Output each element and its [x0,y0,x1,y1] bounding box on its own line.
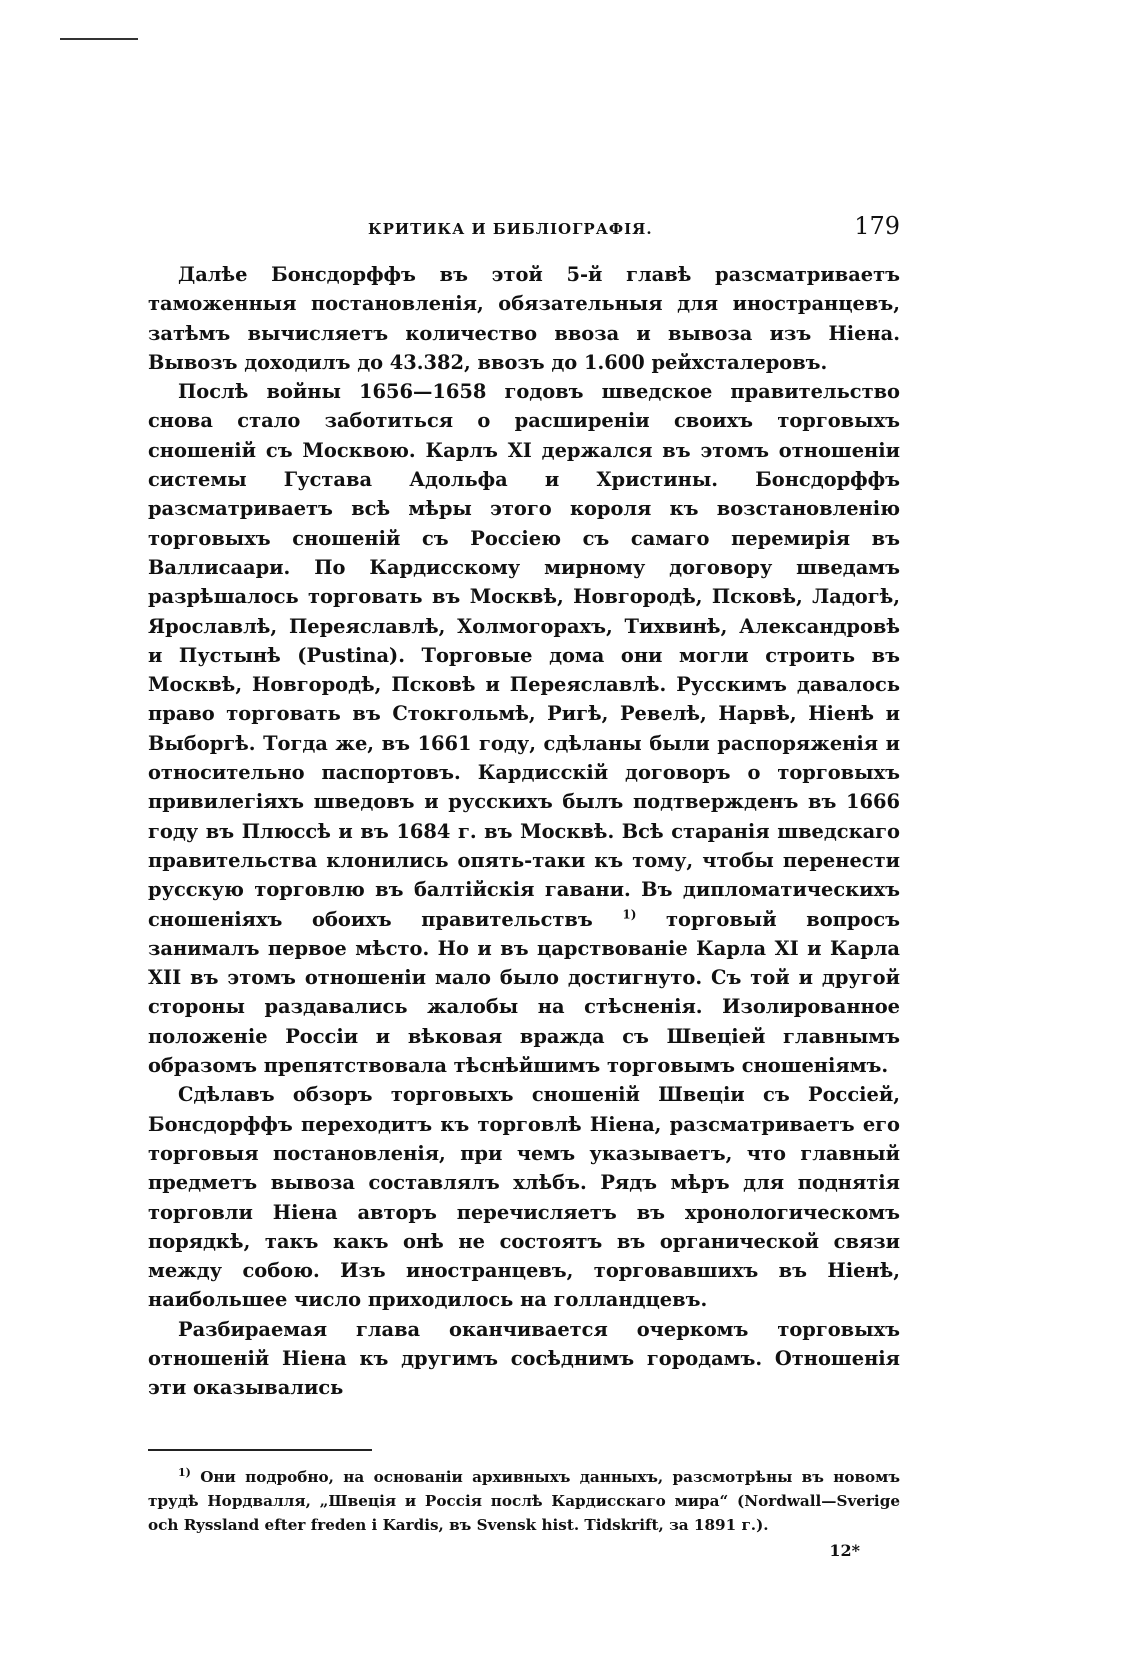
running-head [148,212,900,252]
footnote-rule [148,1449,372,1451]
paragraph-3: Сдѣлавъ обзоръ торговыхъ сношеній Швеціи съ Россіей, Бонсдорффъ переходитъ къ торговлѣ Ніена, разсматриваетъ его торговыя постановленія, при чемъ указываетъ, что главный предметъ вывоза составлялъ хлѣбъ. Рядъ мѣръ для поднятія торговли Ніена авторъ перечисляетъ въ хронологическомъ порядкѣ, такъ какъ онѣ не состоятъ въ органической связи между собою. Изъ иностранцевъ, торговавшихъ въ Ніенѣ, наибольшее число приходилось на голландцевъ. [148,1083,900,1312]
footnote-number: 1) [178,1465,191,1479]
top-left-rule [60,38,138,40]
footnote-reference: 1) [622,907,637,922]
paragraph-2-text-after-note: торговый вопросъ занималъ первое мѣсто. Но и въ царствованіе Карла XI и Карла XII въ этомъ отношеніи мало было достигнуто. Съ той и другой стороны раздавались жалобы на стѣсненія. Изолированное положеніе Россіи и вѣковая вражда съ Швеціей главнымъ образомъ препятствовала тѣснѣйшимъ торговымъ сношеніямъ. [148,907,900,1078]
footnote-text: Они подробно, на основаніи архивныхъ данныхъ, разсмотрѣны въ новомъ трудѣ Нордвалля, „Швеція и Россія послѣ Кардисскаго мира“ (Nordwall—Sverige och Ryssland efter freden i Kardis, въ Svensk hist. Tidskrift, за 1891 г.). [148,1467,900,1534]
footnote [148,1465,900,1537]
paragraph-2 [148,377,900,1080]
paragraph-4: Разбираемая глава оканчивается очеркомъ торговыхъ отношеній Ніена къ другимъ сосѣднимъ городамъ. Отношенія эти оказывались [148,1317,900,1400]
paragraph-2-text-before-note: Послѣ войны 1656—1658 годовъ шведское правительство снова стало заботиться о расширеніи своихъ торговыхъ сношеній съ Москвою. Карлъ XI держался въ этомъ отношеніи системы Густава Адольфа и Христины. Бонсдорффъ разсматриваетъ всѣ мѣры этого короля къ возстановленію торговыхъ сношеній съ Россіею съ самаго перемирія въ Валлисаари. По Кардисскому мирному договору шведамъ разрѣшалось торговать въ Москвѣ, Новгородѣ, Псковѣ, Ладогѣ, Ярославлѣ, Переяславлѣ, Холмогорахъ, Тихвинѣ, Александровѣ и Пустынѣ (Pustina). Торговые дома они могли строить въ Москвѣ, Новгородѣ, Псковѣ и Переяславлѣ. Русскимъ давалось право торговать въ Стокгольмѣ, Ригѣ, Ревелѣ, Нарвѣ, Ніенѣ и Выборгѣ. Тогда же, въ 1661 году, сдѣланы были распоряженія и относительно паспортовъ. Кардисскій договоръ о торговыхъ привилегіяхъ шведовъ и русскихъ былъ подтвержденъ въ 1666 году въ Плюссѣ и въ 1684 г. въ Москвѣ. Всѣ старанія шведскаго правительства клонились опять-таки къ тому, чтобы перенести русскую торговлю въ балтійскія гавани. Въ дипломатическихъ сношеніяхъ обоихъ правительствъ [148,380,900,931]
page-number: 179 [854,212,900,240]
running-head-title: КРИТИКА И БИБЛІОГРАФІЯ. [368,220,653,238]
page [148,212,900,1560]
body-text [148,260,900,1403]
signature-mark: 12* [829,1540,860,1560]
paragraph-1: Далѣе Бонсдорффъ въ этой 5-й главѣ разсматриваетъ таможенныя постановленія, обязательныя для иностранцевъ, затѣмъ вычисляетъ количество ввоза и вывоза изъ Ніена. Вывозъ доходилъ до 43.382, ввозъ до 1.600 рейхсталеровъ. [148,263,900,374]
